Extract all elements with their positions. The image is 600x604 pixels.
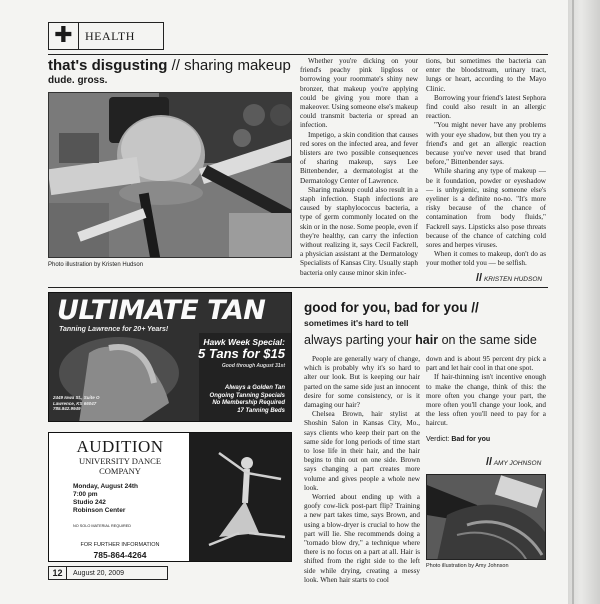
section-label-box [48,22,164,50]
tan-ad-address-line: 785.842.9949 [53,406,81,411]
audition-ad-venue: Robinson Center [73,507,126,514]
story2-deck-part: always parting your [304,333,416,347]
top-rule [48,54,548,55]
story2-paragraph: Worried about ending up with a goofy cow-lick post-part flip? Training a new part takes time, says Brown, and using a blow-dryer is crucial to how the part will lie. She recommends doing a "tornado blow dry," a technique where there is no focus on a part at all. Hair is shifted from the right side to the left side while drying, creating a messy look. When hair starts to cool [304,493,420,584]
story1-column-2 [426,57,546,269]
audition-ad-details [73,483,183,515]
story1-headline-bold: that's disgusting [48,57,168,74]
audition-ad-time: 7:00 pm [73,491,98,498]
verdict-value: Bad for you [451,435,491,443]
tan-ad-address-line: Lawrence, KS 66047 [53,400,97,406]
story2-deck-emphasis: hair [415,333,439,347]
story1-photo-caption: Photo illustration by Kristen Hudson [48,262,144,268]
ultimate-tan-ad[interactable] [48,292,292,422]
story1-paragraph: Whether you're dicking on your friend's peachy pink lipgloss or borrowing your roommate's shiny new bronzer, that makeup you're applying could be giving you more than a makeover. Using someone else's makeup could transmit bacteria or spread an infection. [300,57,418,130]
story2-column-2 [426,355,546,444]
story1-column-1 [300,57,418,278]
tan-ad-perk: 17 Tanning Beds [237,407,285,414]
story2-byline [486,456,541,468]
story2-deck [304,333,537,347]
story2-column-1 [304,355,420,585]
tan-ad-perk: Ongoing Tanning Specials [209,392,285,399]
story2-deck-part: on the same side [438,333,537,347]
story1-paragraph: "You might never have any problems with your eye shadow, but then you try a friend's and get an allergic reaction because you've never used that brand before," Bittenbender says. [426,121,546,167]
tan-ad-good-through: Good through August 31st [221,363,285,369]
makeup-photo [48,92,292,258]
story1-paragraph: Sharing makeup could also result in a staph infection. Staph infections are caused by staphylococcus bacteria, a type of germ commonly located on the skin or in the nose. Some people, even if they're healthy, can carry the infection without realizing it, says Cecil Fackrell, a physician assistant at the Dermatology Specialists of Kansas City. Usually staph bacteria only cause minor skin infec- [300,185,418,277]
story1-paragraph: Borrowing your friend's latest Sephora find could also result in an allergic reaction. [426,93,546,121]
page-footer [48,566,168,580]
story1-byline-name: KRISTEN HUDSON [483,276,543,283]
story2-headline: good for you, bad for you // [304,300,479,315]
tan-ad-tagline: Tanning Lawrence for 20+ Years! [59,326,169,333]
dancer-photo [189,433,292,562]
tan-ad-special: 5 Tans for $15 [198,346,285,361]
page-number: 12 [49,567,67,579]
story1-headline-topic: sharing makeup [184,57,291,74]
story2-paragraph: If hair-thinning isn't incentive enough to make the change, think of this: the more often you change your part, the more often you'll change your look, and the less often you'll need to pay for a haircut. [426,373,546,428]
audition-ad-phone: 785-864-4264 [93,550,147,560]
hair-photo [426,474,546,560]
story1-headline-separator: // [167,57,185,74]
story1-byline [476,272,542,284]
story2-verdict [426,435,546,444]
hair-photo-illustration [427,475,546,560]
tan-ad-address [53,395,100,412]
story1-paragraph: While sharing any type of makeup — be it foundation, powder or eyeshadow — is unhygienic, using someone else's eyeliner is a definite no-no. "It's more risky because of the chance of contamination from body fluids," Fackrell says. Lipsticks also pose threats because of the chance of catching cold sores and herpes viruses. [426,167,546,250]
issue-date: August 20, 2009 [73,569,124,577]
plus-icon: ✚ [49,23,79,49]
story2-paragraph: down and is about 95 percent dry pick a part and let hair cool in that one spot. [426,355,546,373]
audition-ad-studio: Studio 242 [73,499,106,506]
audition-ad-title: AUDITION [76,437,164,456]
tan-ad-special-head: Hawk Week Special: [203,337,285,347]
byline-slash-icon: // [486,456,493,468]
story1-paragraph: Impetigo, a skin condition that causes red sores on the infected area, and fever blisters are two possible consequences of sharing makeup, says Lee Bittenbender, a dermatologist at the Dermatology Center of Lawrence. [300,130,418,185]
dancer-illustration [189,433,292,562]
verdict-label: Verdict: [426,435,450,443]
tan-ad-title: ULTIMATE TAN [57,295,266,326]
story2-paragraph: Chelsea Brown, hair stylist at Shoshin Salon in Kansas City, Mo., says clients who keep their part on the same side for long periods of time start to lose life in their hair, and the hair begins to thin out on one side. Brown says changing a part creates more volume and gives people a whole new look. [304,410,420,492]
audition-ad-date: Monday, August 24th [73,483,138,490]
tan-ad-perk: No Membership Required [212,400,285,406]
story2-byline-name: AMY JOHNSON [493,460,542,467]
story1-headline [48,57,291,74]
tan-ad-address-line: 2449 Iowa St., Suite O [53,395,100,400]
page-fold-line [572,0,574,604]
story2-subhead: sometimes it's hard to tell [304,318,409,328]
byline-slash-icon: // [476,272,483,284]
audition-ad-org-line: UNIVERSITY DANCE [78,456,162,466]
middle-rule [48,287,548,288]
story1-paragraph: tions, but sometimes the bacteria can enter the bloodstream, urinary tract, lungs or heart, according to the Mayo Clinic. [426,57,546,93]
makeup-photo-illustration [49,93,292,258]
audition-ad-org-line: COMPANY [99,466,141,476]
story1-paragraph: When it comes to makeup, don't do as your mother told you — be selfish. [426,250,546,268]
audition-ad[interactable] [48,432,292,562]
story2-paragraph: People are generally wary of change, which is probably why it's so hard to alter our look. But is keeping our hair parted on the same side just an innocent desire for some consistency, or is it damaging our hair? [304,355,420,410]
story1-subhead: dude. gross. [48,75,108,86]
audition-ad-note: NO SOLO MATERIAL REQUIRED [73,524,132,528]
tan-ad-perk: Always a Golden Tan [224,385,285,391]
tan-ad-perks [210,385,285,415]
audition-ad-info: FOR FURTHER INFORMATION [80,542,160,548]
story2-photo-caption: Photo illustration by Amy Johnson [426,563,509,569]
section-label: HEALTH [85,28,135,43]
audition-ad-org [55,456,185,476]
